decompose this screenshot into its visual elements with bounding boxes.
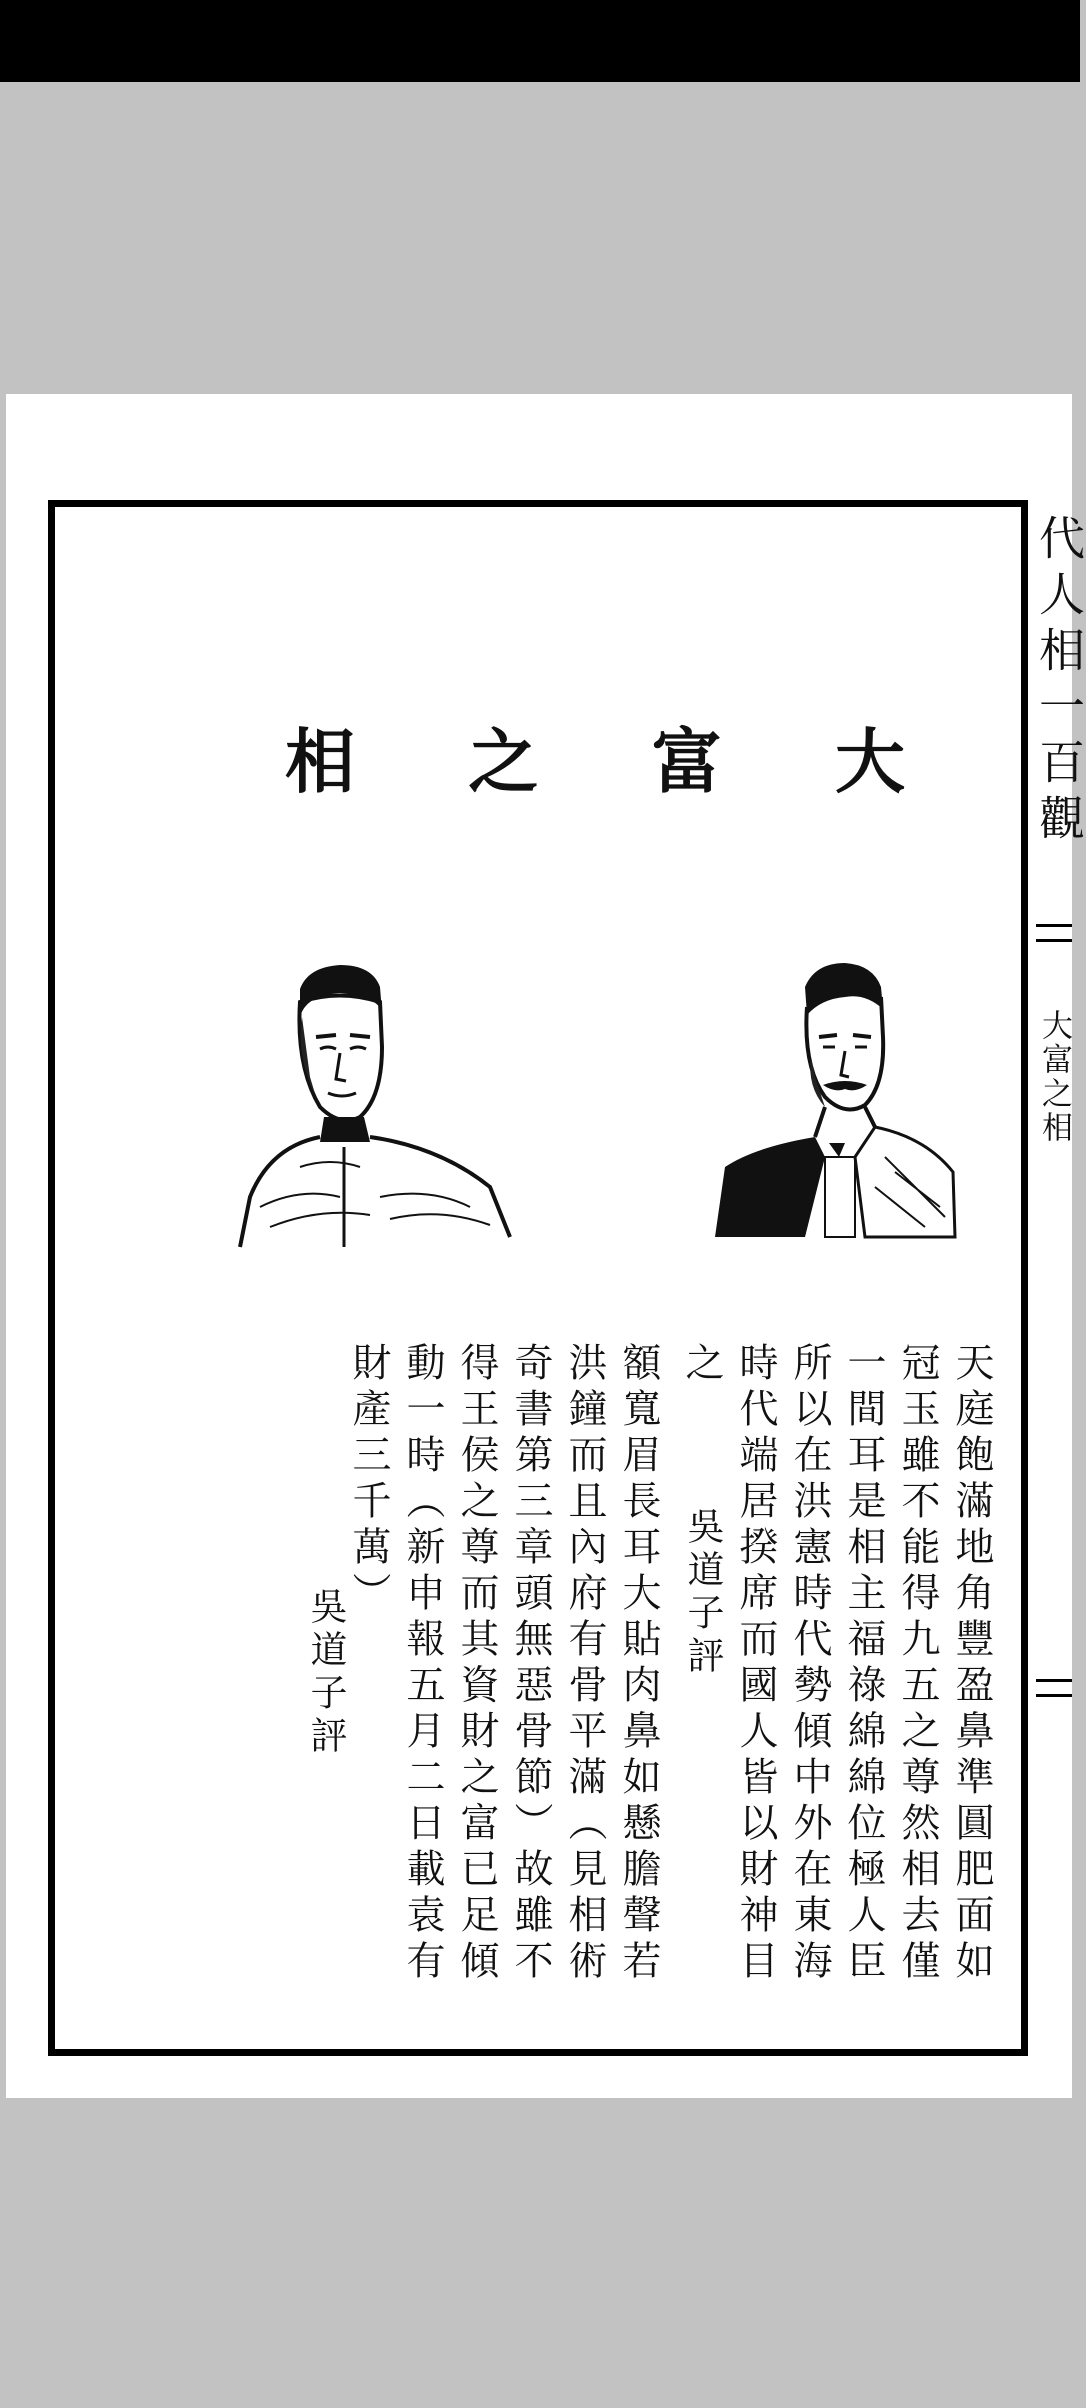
comment-left-column: 得王侯之尊而其資財之富已足傾 [454, 1342, 499, 1986]
comment-left-signature: 吳道子評 [304, 1587, 347, 1759]
portrait-right [715, 957, 955, 1247]
page-frame [48, 500, 1028, 2056]
comment-left-column: 動一時（新申報五月二日載袁有 [400, 1342, 445, 1986]
margin-rule [1036, 939, 1072, 942]
title-char: 大 [834, 720, 905, 803]
running-title: 代人相一百觀 [1032, 514, 1086, 850]
page-title [285, 720, 905, 803]
comment-left-column: 財產三千萬） [346, 1342, 391, 1618]
comment-left-column: 奇書第三章頭無惡骨節）故雖不 [508, 1342, 553, 1986]
section-label: 大富之相 [1036, 1009, 1072, 1145]
margin-rule [1036, 1694, 1072, 1697]
comment-right-signature: 吳道子評 [681, 1507, 724, 1679]
title-char: 富 [651, 720, 722, 803]
comment-right-column: 一間耳是相主福祿綿綿位極人臣 [841, 1342, 886, 1986]
comment-left-column: 額寬眉長耳大貼肉鼻如懸膽聲若 [616, 1342, 661, 1986]
comment-right-column: 冠玉雖不能得九五之尊然相去僅 [895, 1342, 940, 1986]
margin-rule [1036, 924, 1072, 927]
title-char: 相 [285, 720, 355, 803]
comment-right-column: 之 [679, 1342, 724, 1388]
status-bar [0, 0, 1080, 82]
comment-left-column: 洪鐘而且內府有骨平滿（見相術 [562, 1342, 607, 1986]
comment-right-column: 天庭飽滿地角豐盈鼻準圓肥面如 [949, 1342, 994, 1986]
margin-rule [1036, 1679, 1072, 1682]
comment-right-column: 時代端居揆席而國人皆以財神目 [733, 1342, 778, 1986]
comment-right-column: 所以在洪憲時代勢傾中外在東海 [787, 1342, 832, 1986]
title-char: 之 [468, 720, 539, 803]
scanned-page [6, 394, 1086, 2098]
portrait-left [240, 957, 520, 1257]
